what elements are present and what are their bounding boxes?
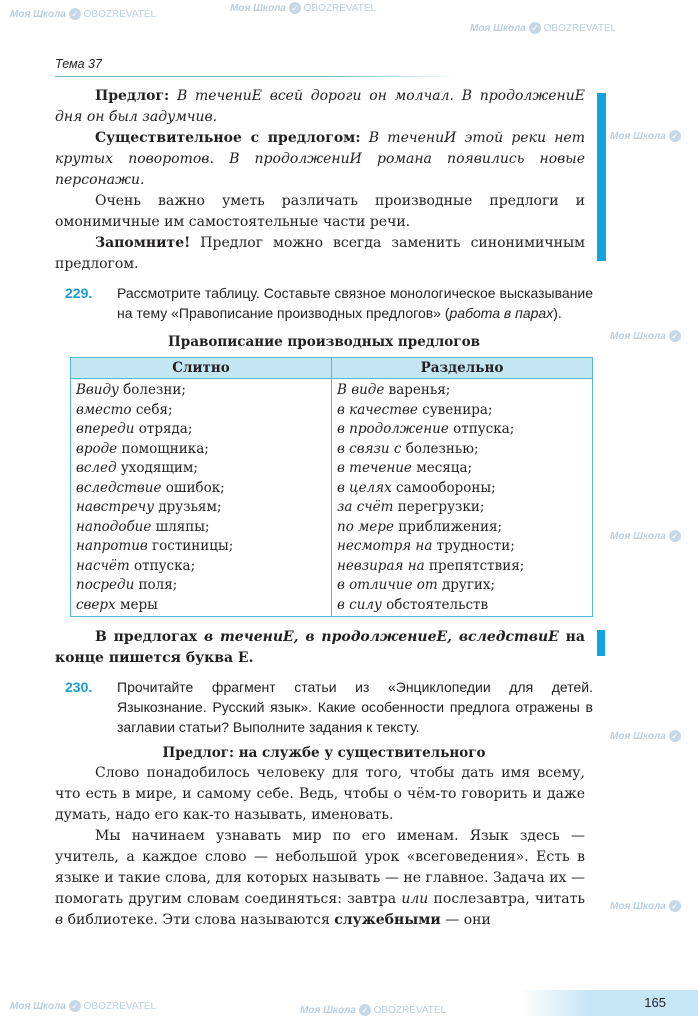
table-cell-entry [76,479,326,499]
preposition: невзирая на [337,557,425,574]
article-italic: или [401,891,429,907]
column-separate [332,379,593,617]
noun-phrase: болезни; [118,382,186,398]
table-title: Правописание производных предлогов [168,334,480,350]
ending-note [55,627,585,669]
remember-text: Предлог можно всегда заменить синонимичным предлогом. [55,235,585,272]
watermark-logo-icon: ✓ [669,530,681,542]
table-cell-entry [337,401,587,421]
exercise-230 [55,677,593,737]
header-divider [55,76,455,77]
table-cell-entry [337,537,587,557]
watermark [470,22,616,36]
watermark-logo-icon: ✓ [289,2,301,14]
noun-phrase: ошибок; [161,479,225,496]
table-cell-entry [337,498,587,518]
article-text: — они [440,912,491,928]
article-text: библиотеке. Эти слова называются [63,912,335,928]
watermark-logo-icon: ✓ [69,8,81,20]
topic-label: Тема 37 [55,57,102,71]
column-header-together: Слитно [71,358,332,379]
exercise-number: 229. [65,285,93,301]
rule-noun-example [55,128,585,191]
exercise-text-part: ). [553,305,562,321]
noun-phrase: отряда; [134,421,193,437]
prepositions-table [70,357,593,617]
rule-text [55,86,585,275]
noun-phrase: отпуска; [129,557,196,574]
note-text: В предлогах [95,629,204,645]
noun-phrase: приближения; [393,518,503,535]
noun-phrase: самообороны; [391,479,496,496]
watermark [610,530,681,544]
watermark [610,130,681,144]
table-cell-entry [76,576,326,596]
noun-phrase: себя; [131,401,173,418]
noun-phrase: болезнью; [401,440,479,457]
preposition: посреди [76,577,135,593]
note-italic: в течениЕ, в продолжениеЕ, вследствиЕ [203,629,559,645]
page-footer-band [520,990,698,1016]
watermark [230,2,376,16]
table-cell-entry [76,440,326,460]
exercise-number: 230. [65,679,93,695]
preposition: наподобие [76,518,152,535]
preposition: в продолжение [337,421,449,437]
preposition: В виде [337,382,385,398]
table-cell-entry [337,420,587,440]
page-number: 165 [644,995,666,1010]
preposition: навстречу [76,499,155,515]
preposition: сверх [76,596,116,613]
preposition: в качестве [337,401,418,418]
noun-phrase: друзьям; [154,499,222,515]
table-cell-entry [337,381,587,401]
exercise-text [117,283,593,323]
noun-phrase: месяца; [411,460,473,476]
article-text: Мы начинаем узнавать мир по его именам. Язык здесь — учитель, а каждое слово — небольшой урок «всеговедения». Есть в языке и такие слова, для которых называть — не главное. Задача их — помогать другим словам соединяться: завтра [55,828,585,907]
article-text: послезавтра, читать [428,891,585,907]
preposition: в течение [337,460,412,476]
preposition: насчёт [76,557,130,574]
preposition: в отличие от [337,577,438,593]
noun-phrase: других; [437,577,496,593]
watermark [610,900,681,914]
table-cell-entry [76,596,326,616]
preposition: Ввиду [76,382,119,398]
watermark-text: Моя Школа [610,531,666,542]
note-text: на конце пишется буква Е. [55,629,586,666]
watermark-text: OBOZREVATEL [83,9,157,20]
article-body [55,763,585,931]
preposition: вследствие [76,479,162,496]
article-title: Предлог: на службе у существительного [162,745,486,761]
rule-importance-text: Очень важно уметь различать производные предлоги и омонимичные им самостоятельные части речи. [55,193,585,230]
column-together [71,379,332,617]
article-paragraph-1: Слово понадобилось человеку для того, чтобы дать имя всему, что есть в мире, и самому себе. Ведь, чтобы о чём-то говорить и даже думать, надо его как-то называть, именовать. [55,765,585,823]
watermark [300,1004,446,1018]
table-cell-entry [337,596,587,616]
watermark-text: Моя Школа [610,331,666,342]
watermark-text: Моя Школа [610,731,666,742]
watermark [610,330,681,344]
noun-phrase: уходящим; [116,460,198,476]
article-paragraph-2 [55,826,585,931]
watermark-text: Моя Школа [10,9,66,20]
watermark-text: Моя Школа [610,131,666,142]
noun-phrase: отпуска; [448,421,515,437]
exercise-text-italic: работа в парах [449,305,554,321]
watermark-text: Моя Школа [470,23,526,34]
table-cell-entry [76,381,326,401]
rule-remember [55,233,585,275]
preposition: вслед [76,460,117,476]
article-italic: в [55,912,64,928]
watermark-text: Моя Школа [10,1001,66,1012]
preposition: в связи с [337,440,402,457]
page-body [55,86,593,931]
table-cell-entry [76,459,326,479]
watermark-logo-icon: ✓ [359,1004,371,1016]
rule-block [55,86,593,275]
table-cell-entry [76,401,326,421]
watermark-logo-icon: ✓ [669,730,681,742]
watermark-text: Моя Школа [610,901,666,912]
watermark-text: Моя Школа [300,1005,356,1016]
table-cell-entry [337,518,587,538]
watermark-logo-icon: ✓ [669,900,681,912]
preposition: напротив [76,538,148,554]
rule-example: В течениИ этой реки нет крутых поворотов. В продолжениИ романа появились новые персонажи. [55,130,585,188]
table-cell-entry [337,576,587,596]
remember-label: Запомните! [95,235,191,251]
watermark-text: Моя Школа [230,3,286,14]
table-cell-entry [76,420,326,440]
rule-preposition-example [55,86,585,128]
watermark-logo-icon: ✓ [69,1000,81,1012]
table-cell-entry [76,518,326,538]
preposition: несмотря на [337,538,433,554]
noun-phrase: препятствия; [424,557,525,574]
table-cell-entry [337,459,587,479]
table-cell-entry [337,557,587,577]
preposition: впереди [76,421,135,437]
noun-phrase: перегрузки; [393,499,485,515]
preposition: вроде [76,440,118,457]
table-cell-entry [76,537,326,557]
preposition: по мере [337,518,394,535]
preposition: за счёт [337,499,394,515]
noun-phrase: шляпы; [151,518,210,535]
table-cell-entry [76,557,326,577]
rule-label: Существительное с предлогом: [95,130,361,146]
note-block [55,627,593,669]
watermark-text: OBOZREVATEL [373,1005,447,1016]
exercise-text: Прочитайте фрагмент статьи из «Энциклопедии для детей. Языкознание. Русский язык». Какие особенности предлога отражены в заглавии статьи? Выполните задания к тексту. [117,679,593,735]
noun-phrase: гостиницы; [147,538,234,554]
watermark-text: OBOZREVATEL [83,1001,157,1012]
rule-highlight-bar [597,93,606,261]
watermark-logo-icon: ✓ [529,22,541,34]
watermark-logo-icon: ✓ [669,330,681,342]
preposition: вместо [76,401,132,418]
table-cell-entry [337,440,587,460]
preposition: в силу [337,596,382,613]
noun-phrase: варенья; [384,382,451,398]
rule-label: Предлог: [95,88,170,104]
noun-phrase: трудности; [432,538,515,554]
watermark-logo-icon: ✓ [669,130,681,142]
noun-phrase: обстоятельств [381,596,489,613]
article-bold: служебными [334,912,441,928]
noun-phrase: меры [115,596,158,613]
rule-example: В течениЕ всей дороги он молчал. В продолжениЕ дня он был задумчив. [55,88,585,125]
column-header-separate: Раздельно [332,358,593,379]
exercise-text-part: Рассмотрите таблицу. Составьте связное монологическое высказывание на тему «Правописание производных предлогов» ( [117,285,593,321]
watermark-text: OBOZREVATEL [303,3,377,14]
exercise-229 [55,283,593,323]
table-cell-entry [337,479,587,499]
preposition: в целях [337,479,392,496]
watermark [10,1000,156,1014]
table-cell-entry [76,498,326,518]
noun-phrase: поля; [134,577,178,593]
noun-phrase: помощника; [117,440,209,457]
watermark-text: OBOZREVATEL [543,23,617,34]
watermark [610,730,681,744]
note-highlight-bar [597,630,605,656]
watermark [10,8,156,22]
noun-phrase: сувенира; [417,401,493,418]
